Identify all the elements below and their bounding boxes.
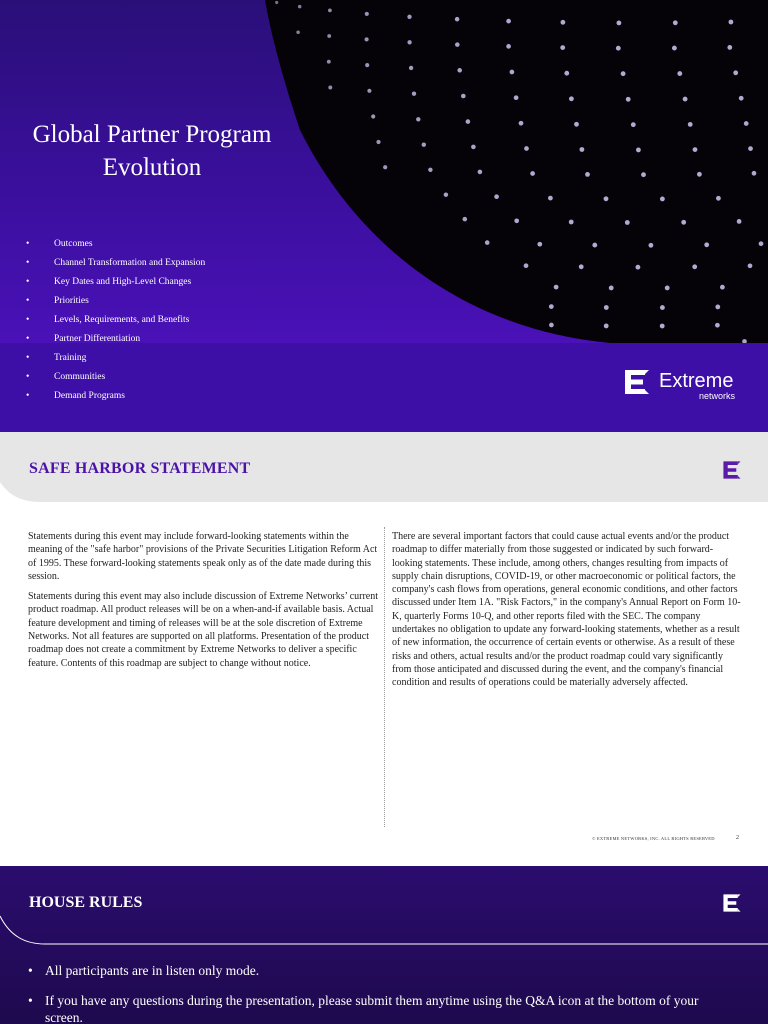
logo-sub: networks — [699, 391, 736, 401]
house-rules-slide — [0, 866, 768, 1024]
bullet-icon: • — [26, 239, 30, 249]
safe-harbor-slide — [0, 432, 768, 866]
title-slide — [0, 0, 768, 432]
agenda-list — [22, 238, 222, 409]
paragraph: Statements during this event may include forward-looking statements within the meaning of the "safe harbor" provisions of the Private Securities Litigation Reform Act of 1995. These forward-looking statements speak only as of the date made during this session. — [28, 531, 378, 582]
agenda-item: • Communities — [26, 372, 106, 382]
bullet-icon: • — [26, 315, 30, 325]
left-column — [28, 530, 378, 677]
right-column — [392, 530, 742, 697]
agenda-item: • Key Dates and High-Level Changes — [26, 277, 192, 287]
page-title — [14, 118, 290, 184]
title-line-1: Global Partner Program — [32, 121, 272, 148]
extreme-e-logo-icon — [722, 893, 742, 913]
rules-list — [28, 962, 738, 1024]
extreme-networks-logo — [623, 368, 753, 404]
agenda-item: • Channel Transformation and Expansion — [26, 258, 206, 268]
bullet-icon: • — [28, 993, 33, 1008]
bullet-icon: • — [26, 353, 30, 363]
extreme-e-logo-icon — [722, 460, 742, 480]
column-divider — [384, 527, 385, 827]
logo-word: Extreme — [659, 370, 734, 392]
copyright-text: © EXTREME NETWORKS, INC. ALL RIGHTS RESERVED — [592, 836, 715, 841]
bullet-icon: • — [26, 277, 30, 287]
agenda-item: • Levels, Requirements, and Benefits — [26, 315, 190, 325]
agenda-item: • Priorities — [26, 296, 89, 306]
section-heading: SAFE HARBOR STATEMENT — [29, 460, 251, 477]
agenda-item: • Demand Programs — [26, 391, 125, 401]
page-number: 2 — [736, 835, 739, 841]
agenda-item: • Partner Differentiation — [26, 334, 141, 344]
bullet-icon: • — [28, 963, 33, 978]
agenda-item: • Training — [26, 353, 87, 363]
title-line-2: Evolution — [102, 154, 202, 181]
section-heading: HOUSE RULES — [29, 894, 143, 911]
paragraph: Statements during this event may also include discussion of Extreme Networks’ current product roadmap. All product releases will be on a when-and-if available basis. Actual feature development and timing of releases will be at the sole discretion of Extreme Networks. Not all features are supported on all platforms. Presentation of the product roadmap does not create a commitment by Extreme Networks to deliver a specific feature. Contents of this roadmap are subject to change without notice. — [28, 591, 379, 669]
bullet-icon: • — [26, 391, 30, 401]
agenda-item: • Outcomes — [26, 239, 93, 249]
bullet-icon: • — [26, 334, 30, 344]
extreme-e-logo-icon — [623, 368, 651, 396]
paragraph: There are several important factors that could cause actual events and/or the product roadmap to differ materially from those suggested or indicated by such forward-looking statements. These include, among others, changes resulting from impacts of supply chain disruptions, COVID-19, or other macroeconomic or political factors, the company's cash flows from operations, general economic conditions, and other factors discussed under Item 1A. "Risk Factors," in the company's Annual Report on Form 10-K, quarterly Forms 10-Q, and other reports filed with the SEC. The company undertakes no obligation to update any forward-looking statements, whether as a result of new information, the occurrence of certain events or otherwise. As a result of these risks and others, actual results and/or the product roadmap could vary significantly from those anticipated and discussed during the event, and the company's financial condition and results of operations could be materially adversely affected. — [392, 531, 741, 689]
rule-item: • All participants are in listen only mode. — [28, 963, 260, 978]
bullet-icon: • — [26, 296, 30, 306]
bullet-icon: • — [26, 372, 30, 382]
rule-item: • If you have any questions during the presentation, please submit them anytime using the Q&A icon at the bottom of your screen. — [28, 993, 699, 1024]
bullet-icon: • — [26, 258, 30, 268]
